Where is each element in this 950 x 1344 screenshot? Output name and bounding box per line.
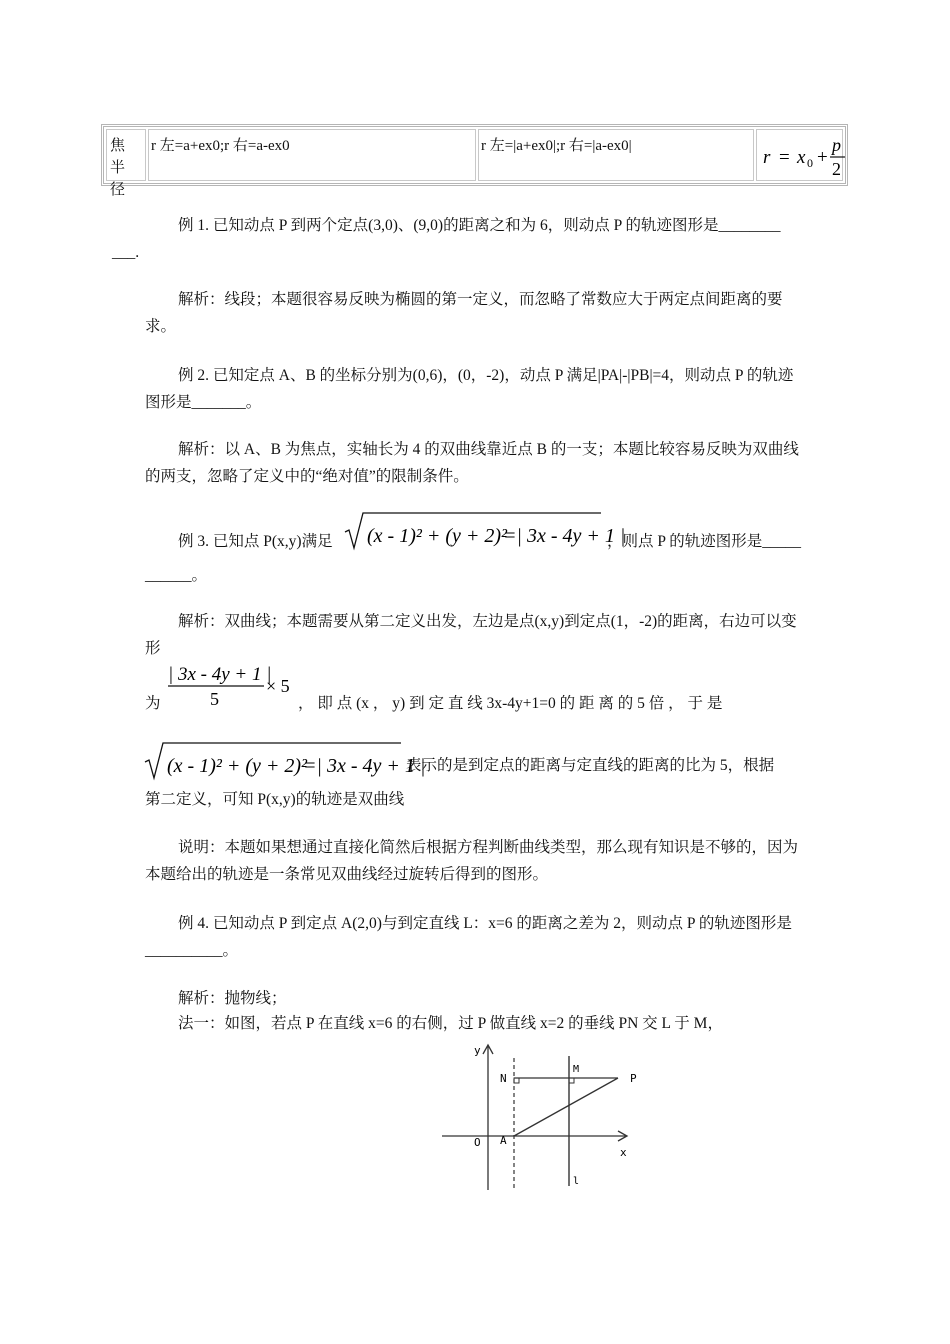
svg-text:p: p bbox=[832, 135, 841, 155]
svg-text:2: 2 bbox=[832, 159, 841, 179]
label-m: M bbox=[573, 1064, 580, 1075]
example-3-post: ，则点 P 的轨迹图形是_____ bbox=[607, 533, 802, 550]
distance-equation-formula bbox=[343, 510, 626, 552]
table-cell-parabola bbox=[756, 129, 843, 181]
example-3-solution-line2: ， 即 点 (x ， y) 到 定 直 线 3x-4y+1=0 的 距 离 的 5 倍 ， 于 是 bbox=[298, 695, 723, 712]
example-2: 例 2. 已知定点 A、B 的坐标分别为(0,6)，(0，-2)，动点 P 满足|PA|-|PB|=4，则动点 P 的轨迹图形是_______。 bbox=[145, 367, 794, 411]
label-x: x bbox=[620, 1146, 627, 1159]
example-3-solution-line3: 表示的是到定点的距离与定直线的距离的比为 5，根据 bbox=[406, 757, 775, 774]
label-o: O bbox=[474, 1136, 481, 1149]
label-y: y bbox=[474, 1044, 481, 1057]
example-3-solution-line1: 解析：双曲线；本题需要从第二定义出发，左边是点(x,y)到定点(1，-2)的距离，右边可以变形 bbox=[145, 613, 797, 657]
distance-fraction-formula bbox=[164, 660, 296, 708]
svg-text:=| 3x - 4y + 1 |: =| 3x - 4y + 1 | bbox=[303, 755, 426, 777]
svg-text:× 5: × 5 bbox=[266, 676, 290, 696]
example-1-solution: 解析：线段；本题很容易反映为椭圆的第一定义，而忽略了常数应大于两定点间距离的要求。 bbox=[145, 291, 783, 335]
label-a: A bbox=[500, 1134, 507, 1147]
example-3-solution-line4: 第二定义，可知 P(x,y)的轨迹是双曲线 bbox=[145, 791, 405, 808]
label-l: l bbox=[573, 1176, 580, 1187]
label-p: P bbox=[630, 1072, 637, 1085]
svg-text:5: 5 bbox=[210, 689, 219, 709]
example-3-tail: ______。 bbox=[145, 567, 208, 584]
parabola-focal-radius-formula bbox=[757, 130, 947, 184]
svg-text:0: 0 bbox=[807, 156, 813, 170]
svg-text:x: x bbox=[797, 147, 806, 168]
svg-text:r: r bbox=[763, 147, 771, 168]
right-angle-mark-m bbox=[569, 1078, 574, 1083]
svg-text:(x - 1)² + (y + 2)²: (x - 1)² + (y + 2)² bbox=[367, 525, 508, 547]
svg-text:(x - 1)² + (y + 2)²: (x - 1)² + (y + 2)² bbox=[167, 755, 308, 777]
focal-radius-table bbox=[101, 124, 848, 198]
segment-pa bbox=[514, 1078, 618, 1136]
svg-text:+: + bbox=[817, 147, 828, 168]
example-3-pre: 例 3. 已知点 P(x,y)满足 bbox=[178, 533, 333, 550]
table-cell-hyperbola: r 左=|a+ex0|;r 右=|a-ex0| bbox=[478, 129, 754, 181]
note-paragraph: 说明：本题如果想通过直接化简然后根据方程判断曲线类型，那么现有知识是不够的，因为本题给出的轨迹是一条常见双曲线经过旋转后得到的图形。 bbox=[145, 839, 799, 883]
right-angle-mark-n bbox=[514, 1078, 519, 1083]
example-2-solution: 解析：以 A、B 为焦点，实轴长为 4 的双曲线靠近点 B 的一支；本题比较容易反映为双曲线的两支，忽略了定义中的“绝对值”的限制条件。 bbox=[145, 441, 799, 485]
parabola-construction-diagram bbox=[430, 1040, 652, 1200]
svg-text:| 3x - 4y + 1 |: | 3x - 4y + 1 | bbox=[168, 664, 272, 685]
example-1: 例 1. 已知动点 P 到两个定点(3,0)、(9,0)的距离之和为 6，则动点 P 的轨迹图形是________ ___. bbox=[112, 217, 781, 261]
distance-equation-formula-repeat bbox=[143, 740, 426, 782]
example-4-solution-line1: 解析：抛物线； bbox=[178, 990, 287, 1007]
svg-text:=| 3x - 4y + 1 |: =| 3x - 4y + 1 | bbox=[503, 525, 626, 547]
example-3-wei: 为 bbox=[145, 695, 161, 712]
example-4-solution-line2: 法一：如图，若点 P 在直线 x=6 的右侧，过 P 做直线 x=2 的垂线 PN 交 L 于 M， bbox=[178, 1015, 723, 1032]
table-cell-ellipse: r 左=a+ex0;r 右=a-ex0 bbox=[148, 129, 476, 181]
table-row-label: 焦半径 bbox=[106, 129, 146, 181]
example-4: 例 4. 已知动点 P 到定点 A(2,0)与到定直线 L：x=6 的距离之差为 2，则动点 P 的轨迹图形是__________。 bbox=[145, 915, 792, 959]
label-n: N bbox=[500, 1072, 507, 1085]
svg-text:=: = bbox=[779, 147, 790, 168]
